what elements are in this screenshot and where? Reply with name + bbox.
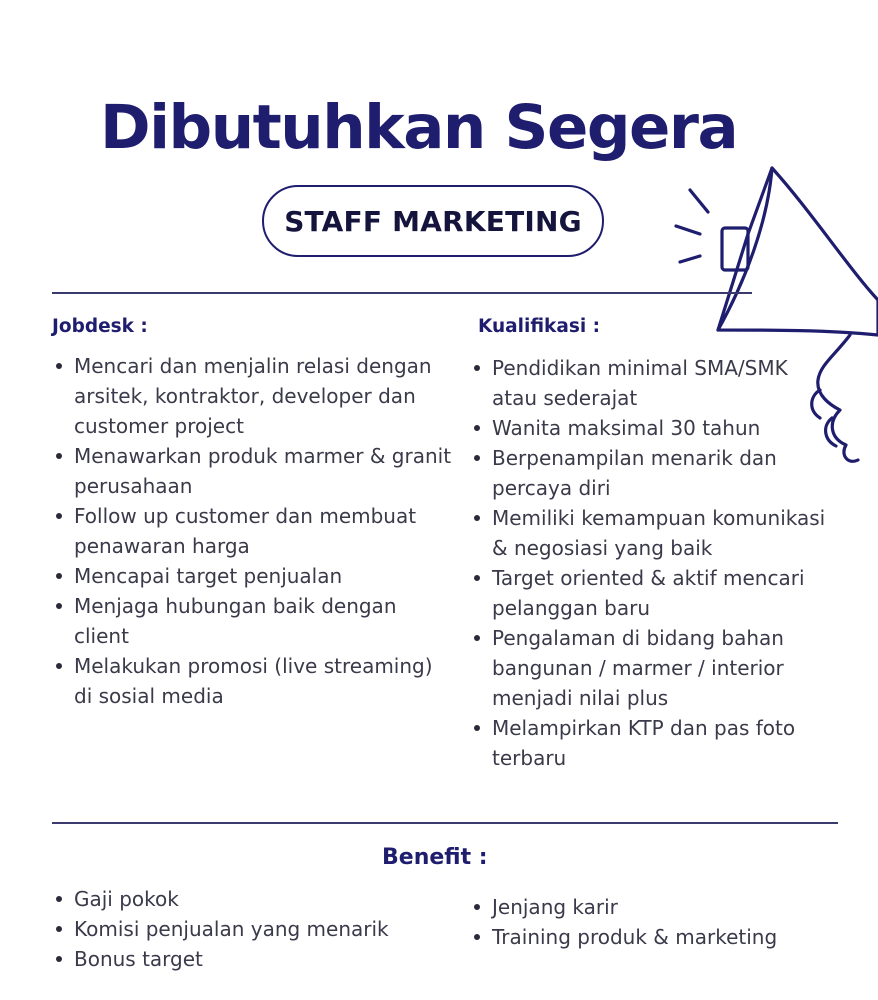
position-title: STAFF MARKETING — [284, 204, 582, 238]
benefit-list-right — [470, 892, 850, 952]
kualifikasi-list — [470, 353, 830, 773]
bottom-divider — [52, 822, 838, 824]
position-badge — [262, 185, 604, 257]
list-item: Mencari dan menjalin relasi dengan arsitek, kontraktor, developer dan customer project — [52, 351, 452, 441]
list-item: Pengalaman di bidang bahan bangunan / marmer / interior menjadi nilai plus — [470, 623, 830, 713]
list-item: Melampirkan KTP dan pas foto terbaru — [470, 713, 830, 773]
benefit-title: Benefit : — [382, 845, 488, 870]
list-item: Menjaga hubungan baik dengan client — [52, 591, 452, 651]
list-item: Training produk & marketing — [470, 922, 850, 952]
list-item: Bonus target — [52, 944, 452, 974]
list-item: Mencapai target penjualan — [52, 561, 452, 591]
list-item: Target oriented & aktif mencari pelanggan baru — [470, 563, 830, 623]
jobdesk-list — [52, 351, 452, 711]
list-item: Wanita maksimal 30 tahun — [470, 413, 830, 443]
kualifikasi-title: Kualifikasi : — [478, 316, 601, 337]
benefit-list-left — [52, 884, 452, 974]
list-item: Follow up customer dan membuat penawaran harga — [52, 501, 452, 561]
list-item: Jenjang karir — [470, 892, 850, 922]
list-item: Memiliki kemampuan komunikasi & negosiasi yang baik — [470, 503, 830, 563]
headline: Dibutuhkan Segera — [100, 92, 738, 163]
list-item: Menawarkan produk marmer & granit perusahaan — [52, 441, 452, 501]
top-divider — [52, 292, 752, 294]
list-item: Melakukan promosi (live streaming) di sosial media — [52, 651, 452, 711]
list-item: Komisi penjualan yang menarik — [52, 914, 452, 944]
list-item: Berpenampilan menarik dan percaya diri — [470, 443, 830, 503]
jobdesk-title: Jobdesk : — [52, 316, 148, 337]
list-item: Pendidikan minimal SMA/SMK atau sederajat — [470, 353, 830, 413]
list-item: Gaji pokok — [52, 884, 452, 914]
